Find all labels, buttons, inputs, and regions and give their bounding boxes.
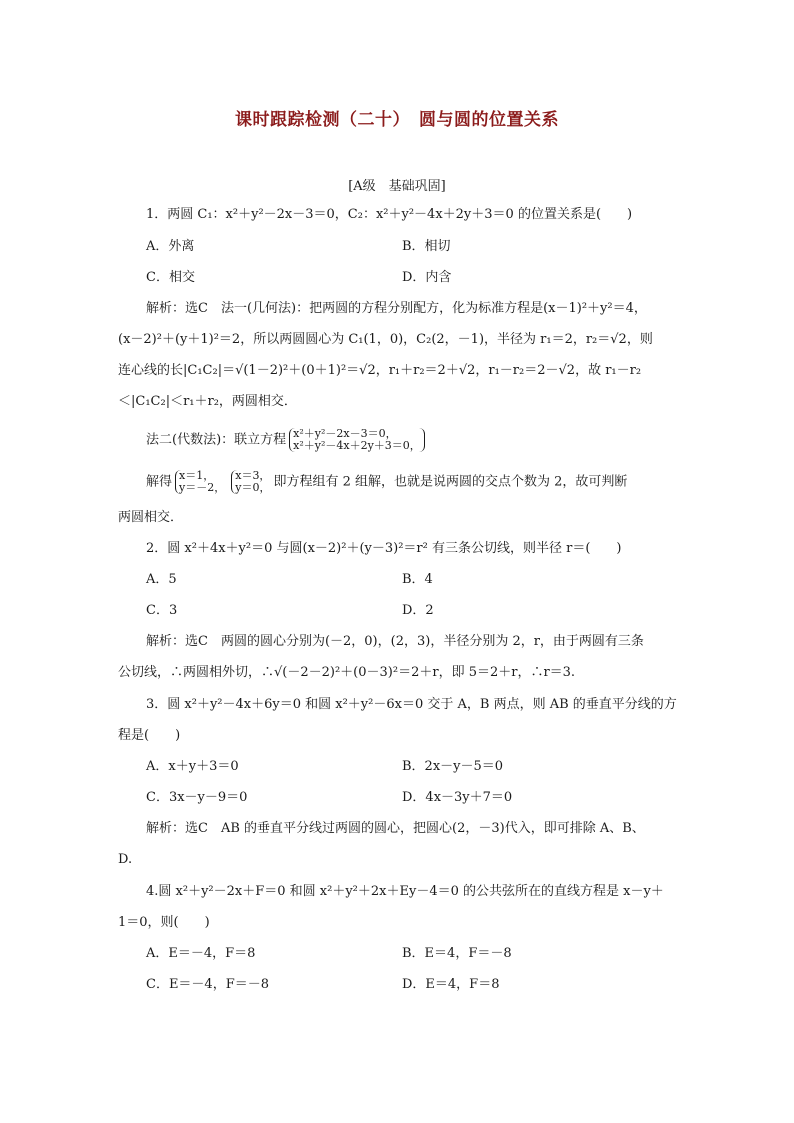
q1-root-set2: [231, 470, 270, 494]
q4-stem-line2: 1＝0，则( ): [118, 915, 210, 930]
q3-option-a: A．x＋y＋3＝0: [146, 759, 239, 774]
q1-method2-prefix: 法二(代数法)：联立方程: [146, 432, 287, 448]
q1-roots-prefix: 解得: [146, 474, 173, 490]
q3-stem-line1: 3．圆 x²＋y²－4x＋6y＝0 和圆 x²＋y²－6x＝0 交于 A，B 两点，则 AB 的垂直平分线的方: [146, 697, 677, 712]
q3-stem-line2: 程是( ): [118, 728, 181, 743]
q2-option-c: C．3: [146, 603, 178, 618]
q4-option-d: D．E＝4，F＝8: [402, 977, 500, 992]
q1-root1-x: x＝1，: [179, 469, 215, 482]
q3-option-d: D．4x－3y＋7＝0: [402, 790, 513, 805]
q3-solution-line2: D.: [118, 852, 133, 867]
q3-option-b: B．2x－y－5＝0: [402, 759, 504, 774]
q4-option-b: B．E＝4，F＝－8: [402, 946, 512, 961]
q1-roots-suffix: 即方程组有 2 组解，也就是说两圆的交点个数为 2，故可判断: [273, 474, 628, 490]
q1-root2-y: y＝0，: [235, 481, 271, 494]
q1-root1-y: y＝－2，: [179, 481, 226, 494]
q4-option-a: A．E＝－4，F＝8: [146, 946, 256, 961]
q1-system-eq1: x²＋y²－2x－3＝0，: [293, 427, 397, 440]
q1-solution-line5: [146, 428, 706, 452]
q2-option-d: D．2: [402, 603, 434, 618]
section-heading: [A级 基础巩固]: [348, 179, 446, 194]
q2-stem: 2．圆 x²＋4x＋y²＝0 与圆(x－2)²＋(y－3)²＝r² 有三条公切线，则半径 r＝( ): [146, 541, 622, 556]
q1-option-d: D．内含: [402, 270, 452, 285]
q1-solution-line1: 解析：选C 法一(几何法)：把两圆的方程分别配方，化为标准方程是(x－1)²＋y²＝4，: [146, 301, 647, 316]
q3-solution-line1: 解析：选C AB 的垂直平分线过两圆的圆心，把圆心(2，－3)代入，即可排除 A、B、: [146, 821, 645, 836]
q1-solution-line2: (x－2)²＋(y＋1)²＝2，所以两圆圆心为 C₁(1，0)，C₂(2，－1)，半径为 r₁＝2，r₂＝√2，则: [118, 332, 653, 347]
q1-solution-line3: 连心线的长|C₁C₂|＝√(1－2)²＋(0＋1)²＝√2，r₁＋r₂＝2＋√2，r₁－r₂＝2－√2，故 r₁－r₂: [118, 363, 642, 378]
page-title: 课时跟踪检测（二十） 圆与圆的位置关系: [235, 110, 559, 130]
q1-equation-system: [289, 428, 425, 452]
q3-option-c: C．3x－y－9＝0: [146, 790, 248, 805]
q2-option-a: A．5: [146, 572, 177, 587]
q1-root2-x: x＝3，: [235, 469, 271, 482]
q2-solution-line2: 公切线，∴两圆相外切，∴√(－2－2)²＋(0－3)²＝2＋r，即 5＝2＋r，∴r＝3.: [118, 665, 576, 680]
q1-solution-line6: [146, 470, 706, 494]
q1-root-set1: [175, 470, 225, 494]
q1-solution-line4: ＜|C₁C₂|＜r₁＋r₂，两圆相交．: [118, 394, 297, 409]
q4-stem-line1: 4.圆 x²＋y²－2x＋F＝0 和圆 x²＋y²＋2x＋Ey－4＝0 的公共弦所在的直线方程是 x－y＋: [146, 884, 664, 899]
q1-option-b: B．相切: [402, 239, 451, 254]
q1-solution-line7: 两圆相交．: [118, 510, 184, 525]
q1-option-a: A．外离: [146, 239, 195, 254]
q2-option-b: B．4: [402, 572, 433, 587]
q1-stem: 1．两圆 C₁：x²＋y²－2x－3＝0，C₂：x²＋y²－4x＋2y＋3＝0 的位置关系是( ): [146, 207, 633, 222]
q4-option-c: C．E＝－4，F＝－8: [146, 977, 269, 992]
q2-solution-line1: 解析：选C 两圆的圆心分别为(－2，0)，(2，3)，半径分别为 2，r，由于两圆有三条: [146, 634, 644, 649]
q1-option-c: C．相交: [146, 270, 195, 285]
q1-system-eq2: x²＋y²－4x＋2y＋3＝0，: [293, 439, 421, 452]
